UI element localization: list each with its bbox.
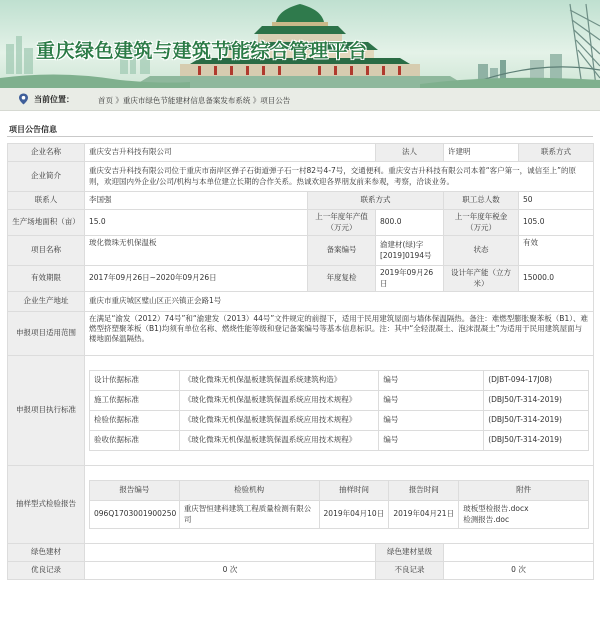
table-row <box>8 236 594 266</box>
standards-row <box>90 431 589 451</box>
standard-no-label: 编号 <box>379 431 484 451</box>
legal-person-value: 许建明 <box>444 144 519 162</box>
green-material-label: 绿色建材 <box>8 544 85 562</box>
report-no: 096Q1703001900250 <box>90 501 180 529</box>
report-cell <box>85 466 594 544</box>
standards-row <box>90 371 589 391</box>
standard-code: (DBJ50/T-314-2019) <box>484 411 589 431</box>
table-row <box>8 356 594 466</box>
report-col-header: 检验机构 <box>179 481 319 501</box>
table-row <box>8 210 594 236</box>
standards-table <box>89 370 589 451</box>
standard-name: 《玻化微珠无机保温板建筑保温系统应用技术规程》 <box>179 431 379 451</box>
company-name-label: 企业名称 <box>8 144 85 162</box>
legal-person-label: 法人 <box>376 144 444 162</box>
report-sample-time: 2019年04月10日 <box>319 501 389 529</box>
report-time: 2019年04月21日 <box>389 501 459 529</box>
standards-row <box>90 391 589 411</box>
breadcrumb-section-link[interactable]: 重庆市绿色节能建材信息备案发布系统 <box>122 95 251 105</box>
status-value: 有效 <box>519 236 594 266</box>
company-name-value: 重庆安吉升科技有限公司 <box>85 144 376 162</box>
apply-scope-label: 申报项目适用范围 <box>8 312 85 356</box>
table-row <box>8 162 594 192</box>
standard-name: 《玻化微珠无机保温板建筑保温系统建筑构造》 <box>179 371 379 391</box>
green-material-value <box>85 544 376 562</box>
good-record-label: 优良记录 <box>8 562 85 580</box>
annual-review-label: 年度复检 <box>308 266 376 292</box>
standard-no-label: 编号 <box>379 371 484 391</box>
standard-type: 检验依据标准 <box>90 411 180 431</box>
status-label: 状态 <box>444 236 519 266</box>
report-table <box>89 480 589 529</box>
standard-code: (DBJ50/T-314-2019) <box>484 391 589 411</box>
attachment-link[interactable]: 检测报告.doc <box>463 514 510 524</box>
record-no-value: 渝建材(绿)字[2019]0194号 <box>376 236 444 266</box>
bad-record-label: 不良记录 <box>376 562 444 580</box>
last-year-tax-label: 上一年度年税金（万元） <box>444 210 519 236</box>
standard-name: 《玻化微珠无机保温板建筑保温系统应用技术规程》 <box>179 411 379 431</box>
standard-code: (DBJ50/T-314-2019) <box>484 431 589 451</box>
section-divider <box>7 136 593 137</box>
page-title: 重庆绿色建筑与建筑节能综合管理平台 <box>36 40 368 62</box>
site-area-value: 15.0 <box>85 210 308 236</box>
attachment-link[interactable]: 玻板型检报告.docx <box>463 504 529 514</box>
production-address-value: 重庆市重庆城区璧山区正兴镇正会路1号 <box>85 292 594 312</box>
project-name-label: 项目名称 <box>8 236 85 266</box>
standard-type: 验收依据标准 <box>90 431 180 451</box>
standard-type: 施工依据标准 <box>90 391 180 411</box>
table-row <box>8 292 594 312</box>
design-capacity-value: 15000.0 <box>519 266 594 292</box>
valid-period-label: 有效期限 <box>8 266 85 292</box>
report-header-row <box>90 481 589 501</box>
green-star-label: 绿色建材星级 <box>376 544 444 562</box>
section-title: 项目公告信息 <box>9 125 57 134</box>
standard-no-label: 编号 <box>379 391 484 411</box>
contact-method-label-2: 联系方式 <box>308 192 444 210</box>
report-col-header: 报告时间 <box>389 481 459 501</box>
breadcrumb-path <box>98 95 290 106</box>
report-row <box>90 501 589 529</box>
table-row <box>8 544 594 562</box>
employee-total-label: 职工总人数 <box>444 192 519 210</box>
standard-no-label: 编号 <box>379 411 484 431</box>
last-year-output-value: 800.0 <box>376 210 444 236</box>
company-intro-value: 重庆安吉升科技有限公司位于重庆市南岸区弹子石街道弹子石一村82号4-7号，交通便利。重庆安吉升科技有限公司本着“客户第一，诚信至上”的原则，欢迎国内外企业/公司/机构与本单位建立长期的合作关系。热诚欢迎各界朋友前来参观，考察，洽谈业务。 <box>85 162 594 192</box>
standard-code: (DJBT-094-17J08) <box>484 371 589 391</box>
last-year-tax-value: 105.0 <box>519 210 594 236</box>
valid-period-value: 2017年09月26日~2020年09月26日 <box>85 266 308 292</box>
breadcrumb-separator: 》 <box>115 95 123 105</box>
location-pin-icon <box>18 93 29 105</box>
report-col-header: 抽样时间 <box>319 481 389 501</box>
table-row <box>8 266 594 292</box>
good-record-value: 0 次 <box>85 562 376 580</box>
standard-name: 《玻化微珠无机保温板建筑保温系统应用技术规程》 <box>179 391 379 411</box>
report-col-header: 附件 <box>459 481 589 501</box>
standards-row <box>90 411 589 431</box>
table-row <box>8 312 594 356</box>
project-info-table <box>7 143 594 580</box>
breadcrumb-home-link[interactable]: 首页 <box>98 95 113 105</box>
last-year-output-label: 上一年度年产值（万元） <box>308 210 376 236</box>
report-attachments <box>459 501 589 529</box>
table-row <box>8 192 594 210</box>
green-star-value <box>444 544 594 562</box>
breadcrumb <box>0 88 600 111</box>
apply-scope-value: 在满足“渝发（2012）74号”和“渝建发（2013）44号”文件规定的前提下，适用于民用建筑屋面与墙体保温隔热。备注：难燃型膨胀聚苯板（B1）、难燃型挤塑聚苯板（B1)均须有单位名称、燃烧性能等级和登记备案编号等基本信息标识。注：其中“全轻混凝土、泡沫混凝土”为适用于民用建筑屋面与楼地面保温隔热。 <box>85 312 594 356</box>
table-row <box>8 466 594 544</box>
standards-cell <box>85 356 594 466</box>
report-col-header: 报告编号 <box>90 481 180 501</box>
contact-person-value: 李国强 <box>85 192 308 210</box>
contact-method-label: 联系方式 <box>519 144 594 162</box>
project-name-value: 玻化微珠无机保温板 <box>85 236 308 266</box>
breadcrumb-label: 当前位置： <box>34 95 74 104</box>
table-row <box>8 562 594 580</box>
company-intro-label: 企业简介 <box>8 162 85 192</box>
bad-record-value: 0 次 <box>444 562 594 580</box>
exec-standard-label: 申报项目执行标准 <box>8 356 85 466</box>
sampling-report-label: 抽样型式检验报告 <box>8 466 85 544</box>
site-area-label: 生产场地面积（亩） <box>8 210 85 236</box>
employee-total-value: 50 <box>519 192 594 210</box>
standard-type: 设计依据标准 <box>90 371 180 391</box>
header-banner <box>0 0 600 88</box>
table-row <box>8 144 594 162</box>
production-address-label: 企业生产地址 <box>8 292 85 312</box>
breadcrumb-separator: 》 <box>252 95 261 105</box>
breadcrumb-current: 项目公告 <box>260 95 291 105</box>
record-no-label: 备案编号 <box>308 236 376 266</box>
contact-person-label: 联系人 <box>8 192 85 210</box>
report-agency: 重庆智恒建科建筑工程质量检测有限公司 <box>179 501 319 529</box>
design-capacity-label: 设计年产能（立方米） <box>444 266 519 292</box>
annual-review-value: 2019年09月26日 <box>376 266 444 292</box>
